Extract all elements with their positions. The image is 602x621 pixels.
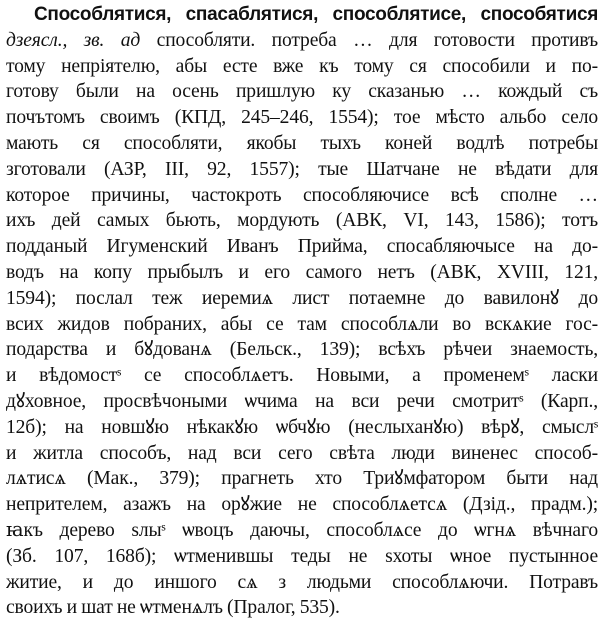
entry-line-24: своихъ и шат не ѡтменѧлъ (Пралог, 535). [6, 597, 340, 619]
entry-line-18: и житла способъ, над вси сего свѣта люди виненес способ- [6, 442, 598, 464]
grammar-note: дзеясл., зв. ад [6, 29, 141, 51]
entry-line-10: подданый Игуменский Иванъ Прийма, спосабляючысе на до- [6, 236, 598, 258]
entry-line-21: ꙗкъ дерево ѕлыˢ ѡвоцъ даючы, способлѧсе до ѡгнѧ вѣчнаго [6, 519, 598, 541]
entry-line-6: мають ся способляти, якобы тыхъ коней водлѣ потребы [6, 132, 598, 154]
entry-line-3: тому непріятелю, абы есте вже къ тому ся способили и по- [6, 55, 598, 77]
entry-line-12: 1594); послал теж иеремиѧ лист потаемне до вавилонꙋ до [6, 287, 598, 309]
entry-line-23: житие, и до иншого сѧ з людьми способлѧючи. Потравъ [6, 571, 598, 593]
entry-line-11: водъ на копу прыбылъ и его самого нетъ (АВК, XVIII, 121, [6, 261, 598, 283]
entry-line-9: ихъ дей самых бьють, мордують (АВК, VI, 143, 1586); тотъ [6, 210, 598, 232]
entry-line-2 [6, 28, 598, 54]
entry-line-5: почътомъ своимъ (КПД, 245–246, 1554); тое мѣсто альбо село [6, 107, 598, 129]
entry-line-20: непрителем, азажъ на орꙋжие не способлѧетсѧ (Дзід., прадм.); [6, 494, 598, 516]
dictionary-entry [6, 2, 598, 621]
entry-line-13: всих жидов побраних, абы се там способлѧли во вскѧкие гос- [6, 313, 598, 335]
entry-line-4: готову были на осень пришлую ку сказанью … кождый съ [6, 81, 598, 103]
entry-line-16: дꙋховное, просвѣчоными ѡчима на вси речи смотритˢ (Карп., [6, 390, 598, 412]
entry-line-22: (Зб. 107, 168б); ѡтменившы теды не ѕхоты ѡное пустынное [6, 545, 598, 567]
entry-line-7: зготовали (АЗР, III, 92, 1557); тые Шатчане не вѣдати для [6, 158, 598, 180]
headword: Способлятися, спасаблятися, способлятисе, способятися [34, 4, 598, 25]
entry-line-19: лѧтисѧ (Мак., 379); прагнеть хто Триꙋмфатором быти над [6, 468, 598, 490]
entry-line-14: подарства и бꙋдованѧ (Бельск., 139); всѣхъ рѣчеи знаемость, [6, 339, 598, 361]
entry-line-8: которое причины, частокроть способляючисе всѣ сполне … [6, 184, 598, 206]
entry-line-15: и вѣдомостˢ се способлѧетъ. Новыми, а променемˢ ласки [6, 365, 598, 387]
entry-line-1 [6, 2, 598, 28]
entry-line-17: 12б); на новшꙋю нѣкакꙋю ѡбчꙋю (неслыханꙋю) вѣрꙋ, смыслˢ [6, 416, 598, 438]
entry-text: способляти. потреба … для готовости противъ [156, 29, 598, 51]
